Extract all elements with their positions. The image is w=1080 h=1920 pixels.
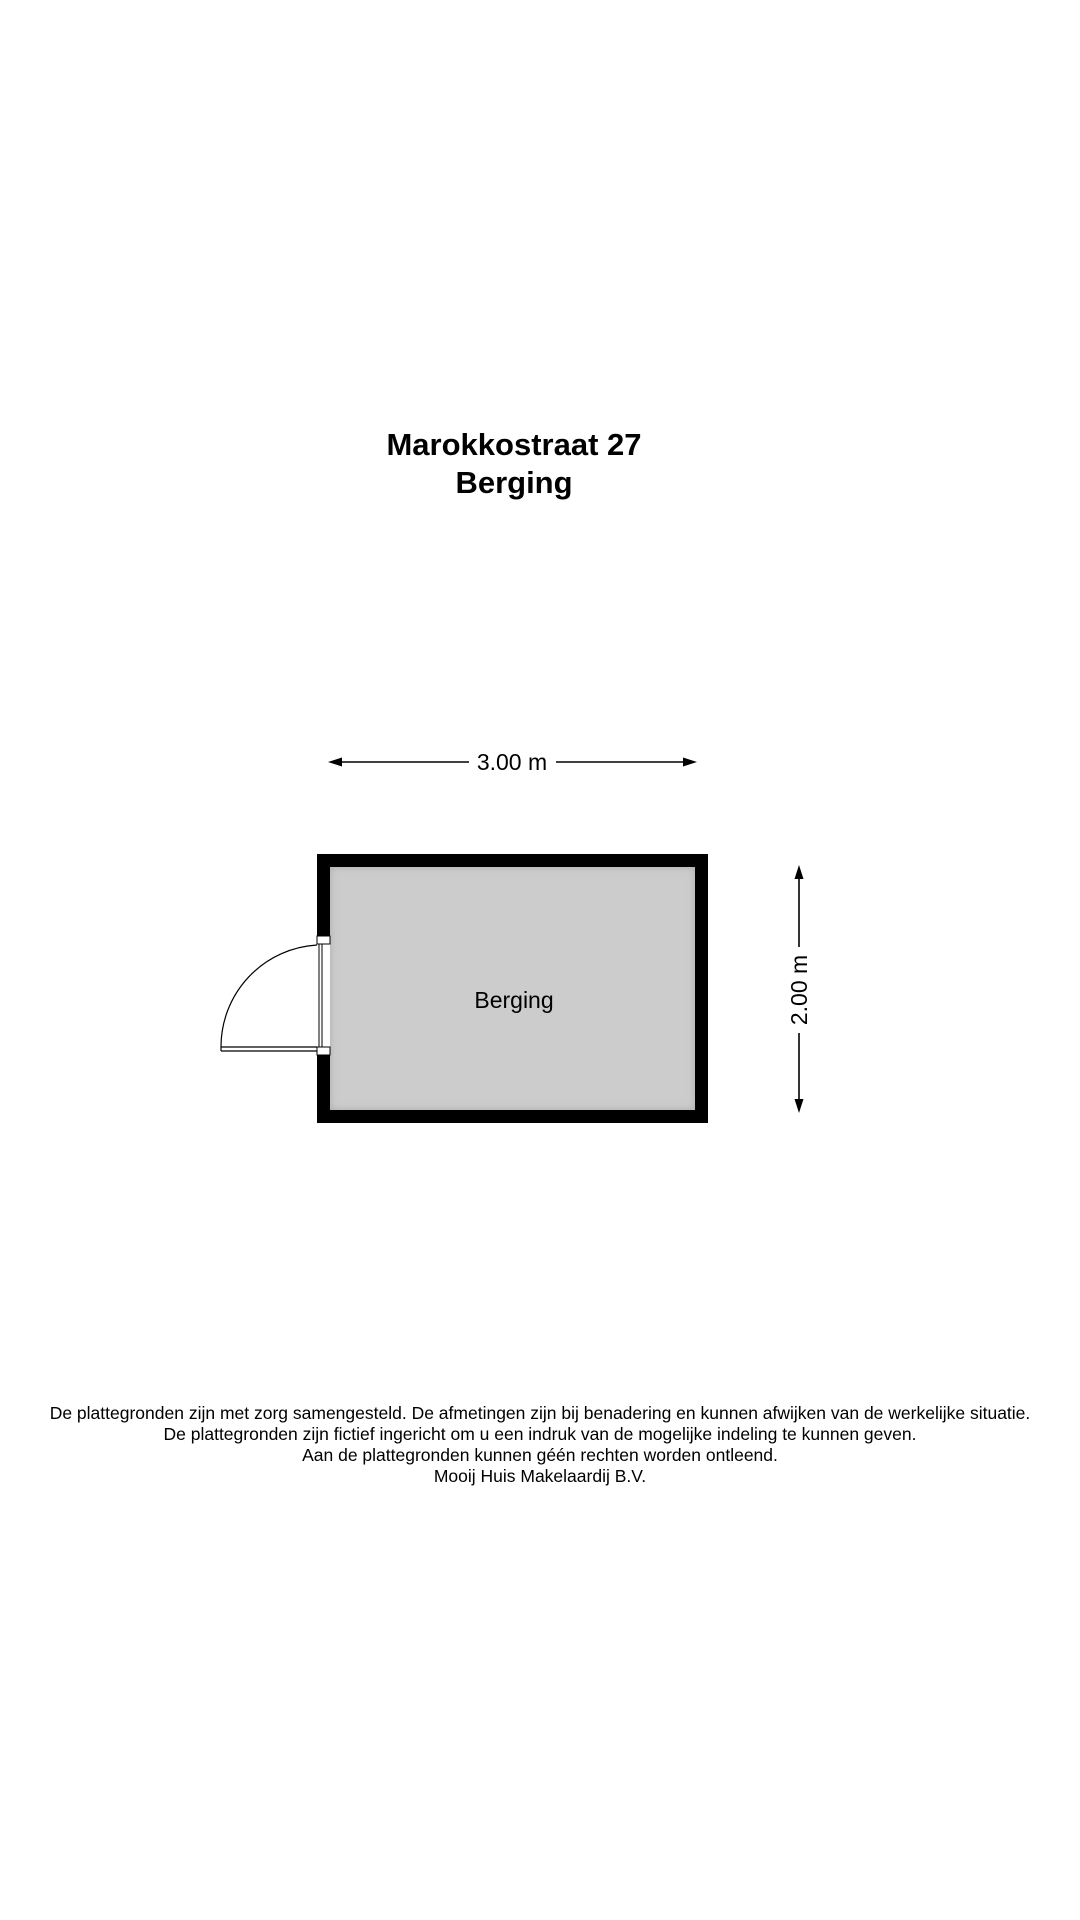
width-dimension <box>328 749 697 775</box>
door-swing-arc <box>221 945 317 1047</box>
width-arrow-left-icon <box>328 758 342 767</box>
height-arrow-up-icon <box>795 865 804 879</box>
door <box>221 936 330 1055</box>
room-berging <box>317 854 708 1123</box>
height-arrow-down-icon <box>795 1099 804 1113</box>
floor-title: Berging <box>455 465 573 500</box>
room-label: Berging <box>474 987 554 1013</box>
disclaimer-line-3: Aan de plattegronden kunnen géén rechten worden ontleend. <box>302 1445 778 1465</box>
disclaimer-line-4: Mooij Huis Makelaardij B.V. <box>433 1466 647 1486</box>
disclaimer-line-1: De plattegronden zijn met zorg samengesteld. De afmetingen zijn bij benadering en kunnen afwijken van de werkelijke situatie. <box>49 1403 1031 1423</box>
door-frame-bottom <box>317 1047 330 1055</box>
width-arrow-right-icon <box>683 758 697 767</box>
disclaimer <box>0 1403 1080 1487</box>
height-dimension-label: 2.00 m <box>786 954 812 1026</box>
address-title: Marokkostraat 27 <box>386 427 642 462</box>
height-dimension <box>786 865 812 1113</box>
disclaimer-line-2: De plattegronden zijn fictief ingericht om u een indruk van de mogelijke indeling te kunnen geven. <box>163 1424 917 1444</box>
door-frame-top <box>317 936 330 944</box>
width-dimension-label: 3.00 m <box>476 749 548 775</box>
